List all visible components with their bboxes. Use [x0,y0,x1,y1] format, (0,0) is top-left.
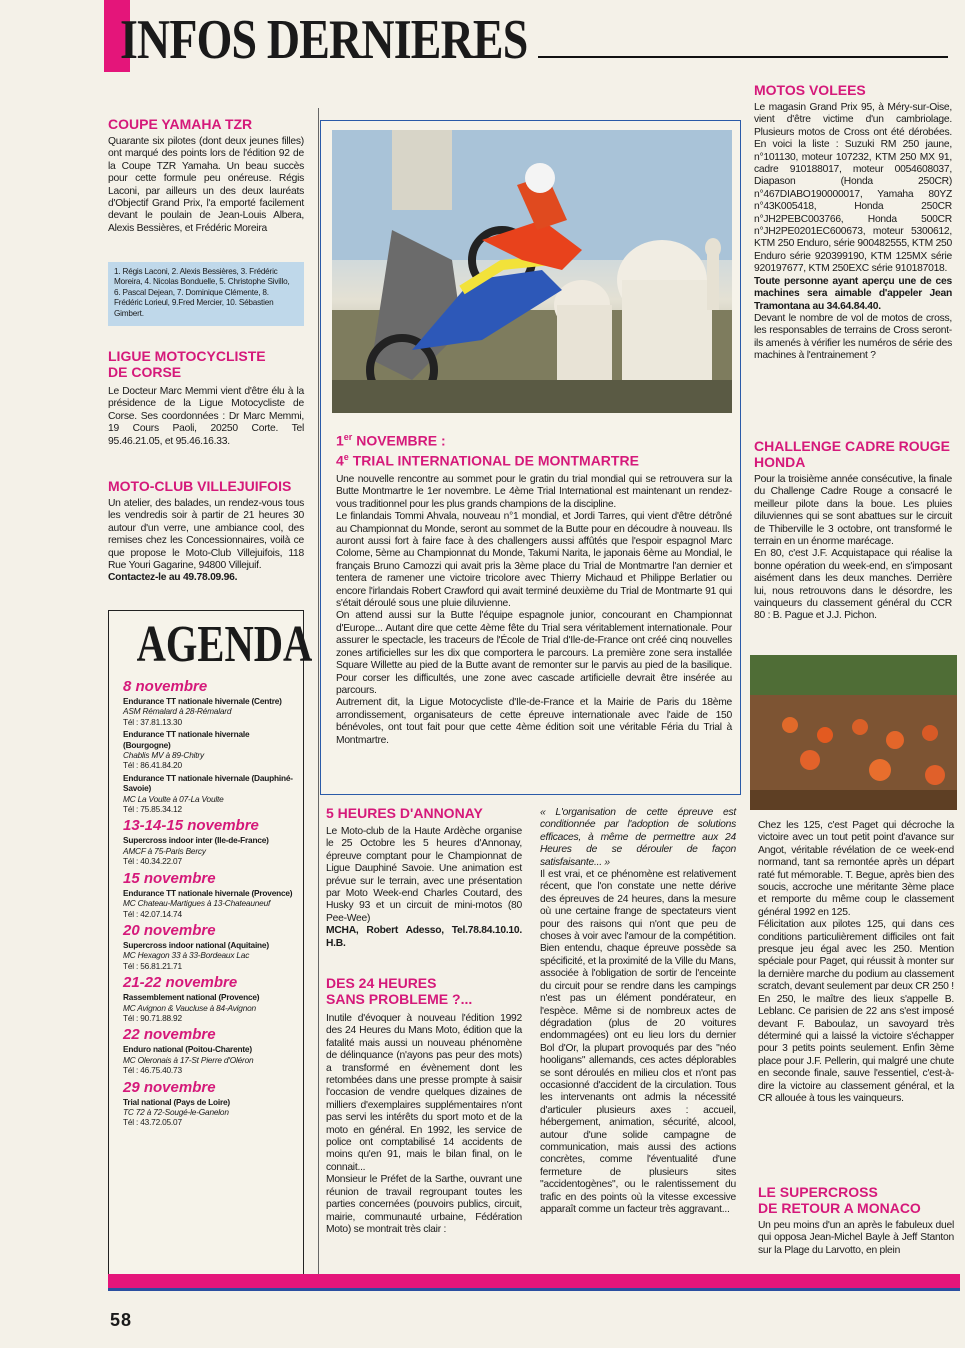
agenda-event [117,888,295,919]
mans-quote: « L'organisation de cette épreuve est conditionnée par l'adoption de solutions efficaces, à même de permettre aux 24 Heures de se dérouler de façon satisfaisante... » [540,807,736,868]
volees-appeal: Toute personne ayant aperçu une de ces machines sera aimable d'appeler Jean Tramontana au 34.64.84.40. [754,275,952,312]
title-rule [538,56,948,58]
agenda-event-tel: Tél : 56.81.21.71 [123,960,182,971]
feature-heading-text: TRIAL INTERNATIONAL DE MONTMARTRE [348,452,639,469]
challenge-continued [758,820,954,1105]
agenda-event [117,992,295,1023]
agenda-event [117,835,295,866]
motocross-photo-drawing [750,655,957,810]
agenda-event-name: Endurance TT nationale hivernale (Bourgogne) [123,729,250,750]
feature-date-sup: er [343,432,353,442]
monaco-article [758,1184,954,1257]
annonay-body: Le Moto-club de la Haute Ardèche organise le 25 Octobre les 5 heures d'Annonay, épreuve comptant pour le Championnat de Ligue Dauphiné Savoie. Une animation est prévue sur le terrain, avec une présentation par Moto Week-end Charles Coutard, des Husky 93 et un circuit de mini-motos (80 Pee-Wee) [326,826,522,924]
mans-p3: Il est vrai, et ce phénomène est relativement récent, que l'on constate une nette dérive des épreuves de 24 heures, dans la mesure où une certaine frange de spectateurs vient pour des raisons qui n'ont que peu de choses à voir avec l'amour de la compétition. Bien entendu, chaque épreuve possède sa spécificité, et la proximité de la Ville du Mans, associée à l'obligation de sortir de l'enceinte du circuit pour se rendre dans les campings n'est pas un élément pondérateur, en l'espèce. Même si de nombreux actes de dégradation (plus de 20 voitures endommagées) ont eu lieu lors du dernier Bol d'Or, la plupart provoqués par des "néo hooligans" allemands, ces actes déplorables se sont déroulés en milieu clos et n'ont pas occasionné d'accident de la circulation. Tous les intervenants ont admis la nécessité d'articuler plusieurs axes : accueil, hébergement, animation, sécurité, alcool, autour d'une solide campagne de communication, mais aussi des actions concrètes, comme l'éventualité d'une fermeture de plusieurs sites "accidentogènes", ou le ralentissement du trafic en des points où la vitesse excessive apparaît comme un facteur très aggravant... [540,869,736,1215]
agenda-event-tel: Tél : 86.41.84.20 [123,760,182,771]
agenda-event-name: Endurance TT nationale hivernale (Centre) [123,696,282,706]
agenda-event [117,1044,295,1075]
agenda-date: 29 novembre [123,1078,216,1096]
challenge-p3: Chez les 125, c'est Paget qui décroche la victoire avec un tout petit point d'avance sur Angot, véritable révélation de ce week-end normand, tant sa remontée après un départ raté fut mémorable. T. Begue, après bien des soucis, accroche une méritante 3ème place et remporte du même coup le classement général 1992 en 125. [758,820,954,918]
challenge-p1: Pour la troisième année consécutive, la finale du Challenge Cadre Rouge a consacré le meilleur pilote dans la boue. Les pluies diluviennes qui se sont abattues sur le circuit de Thiberville le 3 octobre, ont transformé le terrain en un énorme marécage. [754,474,952,548]
volees-body2: Devant le nombre de vol de motos de cross, les responsables de terrains de Cross seront-ils amenés à vérifier les numéros de série des machines à l'entrainement ? [754,312,952,362]
mans-p1: Inutile d'évoquer à nouveau l'édition 1992 des 24 Heures du Mans Moto, édition que la fatalité mais aussi un nouveau phénomène de délinquance (n'ayons pas peur des mots) a transformé en évènement dont les retombées dans une presse prompte à saisir l'occasion de vendre quelques dizaines de milliers d'exemplaires supplémentaires n'ont pas servi les intérêts du sport moto et de la moto en général. En 1992, les service de police ont comptabilisé 14 accidents de moins qu'en 91, mais le bilan final, on le connait... [326,1013,522,1173]
yamaha-article [108,116,304,235]
challenge-heading: CHALLENGE CADRE ROUGE HONDA [754,438,951,470]
footer-band [108,1274,960,1288]
agenda-event-tel: Tél : 37.81.13.30 [123,716,182,727]
page-number: 58 [110,1310,133,1330]
yamaha-body: Quarante six pilotes (dont deux jeunes filles) ont marqué des points lors de l'édition 92 de la Coupe TZR Yamaha. Un beau succès pour cette formule peu onéreuse. Régis Laconi, par ailleurs un des deux lauréats d'Objectif Grand Prix, l'a emporté facilement devant le poulain de Jean-Louis Albera, Alexis Bessières, et Frédéric Moreira [108,136,304,234]
villejuif-heading: MOTO-CLUB VILLEJUIFOIS [108,478,292,494]
agenda-event-place: TC 72 à 72-Sougé-le-Ganelon [123,1106,229,1117]
agenda-event-name: Endurance TT nationale hivernale (Dauphiné-Savoie) [123,772,293,794]
challenge-p4: Félicitation aux pilotes 125, qui dans ces conditions particulièrement difficiles ont fait presque jeu égal avec les 250. Mention spéciale pour Paget, qui réussit à monter sur la dernière marche du podium au classement scratch, devant seulement par deux CR 250 ! [758,919,954,993]
volees-article [754,82,952,363]
agenda-event-tel: Tél : 90.71.88.92 [123,1012,182,1023]
column-divider [318,108,319,1278]
agenda-event-place: ASM Rémalard à 28-Rémalard [123,706,232,717]
feature-p3: On attend aussi sur la Butte l'équipe espagnole junior, concourant en Championnat d'Europe... Autant dire que cette 4ème fête du Trial sera véritablement internationale. Pour assurer le spectacle, les traceurs de l'École de Trial d'Ile-de-France ont créé cinq nouvelles zones artificielles sur les dix que comportera le parcours. La première zone sera installée Square Willette au pied de la Butte avant de remonter sur le parvis au pied de la basilique. Pour corser les difficultés, une zone avec cascade artificielle devrait être insérée au parcours. [336,610,732,696]
villejuif-article [108,478,304,585]
annonay-heading: 5 HEURES D'ANNONAY [326,805,483,821]
feature-date [336,432,446,449]
footer-rule [108,1288,960,1291]
agenda-event-name: Enduro national (Poitou-Charente) [123,1044,252,1055]
agenda-date: 15 novembre [123,869,216,887]
agenda-event-tel: Tél : 43.72.05.07 [123,1117,182,1128]
agenda-event-tel: Tél : 75.85.34.12 [123,804,182,815]
mans-article [326,975,522,1236]
corse-heading: LIGUE MOTOCYCLISTE DE CORSE [108,348,266,380]
feature-p2: Le finlandais Tommi Ahvala, nouveau n°1 mondial, et Jordi Tarres, qui vient d'être détrôné au Championnat du Monde, seront au sommet de la Butte pour en découdre à nouveau. Ils auront aussi fort à faire face à des challengers aussi affûtés que l'espoir espagnol Marc Colome, 5ème au Championnat du Monde, Takumi Narita, le japonais 6ème au Mondial, le français Bruno Camozzi qui avait pris la 3ème place du Trial de Montmartre l'an dernier et tentera de ramener une victoire tricolore avec Thierry Michaud et Philippe Berlatier ou encore l'irlandais Robert Crawford qui avait terminé deuxième du Trial de Montmarte 91 qui s'était déroulé sous une pluie diluvienne. [336,511,732,610]
agenda-event-name: Trial national (Pays de Loire) [123,1096,230,1107]
feature-date-num: 1 [336,432,344,449]
annonay-article [326,805,522,950]
agenda-event-tel: Tél : 42.07.14.74 [123,908,182,919]
villejuif-body: Un atelier, des balades, un rendez-vous tous les vendredis soir à partir de 21 heures 30 autour d'un verre, une ambiance cool, des remises chez les Concessionnaires, voilà ce que propose le Moto-Club Villejuifois, 118 Rue Youri Gagarine, 94800 Villejuif. [108,498,304,572]
feature-heading [336,452,639,469]
agenda-event-place: MC La Voulte à 07-La Voulte [123,793,224,804]
agenda-date: 21-22 novembre [123,974,238,992]
agenda-event [117,696,295,727]
monaco-heading: LE SUPERCROSS DE RETOUR A MONACO [758,1184,921,1216]
page-title: INFOS DERNIERES [120,9,528,71]
agenda-event-tel: Tél : 40.34.22.07 [123,856,182,867]
volees-body: Le magasin Grand Prix 95, à Méry-sur-Oise, vient d'être victime d'un cambriolage. Plusieurs motos de Cross ont été dérobées. En voici la liste : Suzuki RM 250 jaune, n°101130, moteur 107232, KTM 250 MX 91, cadre 910188017, moteur 0054608037, Diapason (Honda 250CR) n°467DIABO190000017, Yamaha 80YZ n°43K005418, Honda 250CR n°JH2PEBC003766, Honda 500CR n°JH2PE0201EC600673, moteur 5300612, KTM 250 Enduro, série 900482555, KTM 250 Enduro série 920399190, KTM 125MX série 920197677, KTM 250EXC série 910187018. [754,102,952,275]
corse-body: Le Docteur Marc Memmi vient d'être élu à la présidence de la Ligue Motocycliste de Corse. Ses coordonnées : Dr Marc Memmi, 19 Cours Paoli, 20250 Corte. Tel 95.46.21.05, et 95.46.16.33. [108,386,304,447]
agenda-list [117,677,295,1128]
agenda-event-place: MC Oleronais à 17-St Pierre d'Oléron [123,1054,254,1065]
mans-p2: Monsieur le Préfet de la Sarthe, ouvrant une réunion de travail regroupant toutes les parties concernées (pouvoirs publics, circuit, mairie, communauté urbaine, Fédération Moto) se montrait très clair : [326,1174,522,1235]
feature-date-text: NOVEMBRE : [352,432,446,449]
agenda-date: 13-14-15 novembre [123,817,259,835]
trial-photo [332,130,732,413]
agenda-event-place: AMCF à 75-Paris Bercy [123,845,206,856]
agenda-event [117,940,295,971]
yamaha-results: 1. Régis Laconi, 2. Alexis Bessières, 3. Frédéric Moreira, 4. Nicolas Bonduelle, 5. Christophe Sivillo, 6. Pascal Dejean, 7. Dominique Clémente, 8. Frédéric Lorieul, 9.Fred Mercier, 10. Sébastien Gimbert. [108,262,304,326]
agenda-event-place: MC Chateau-Martigues à 13-Chateauneuf [123,898,271,909]
yamaha-heading: COUPE YAMAHA TZR [108,116,253,132]
agenda-date: 20 novembre [123,921,216,939]
agenda-box [108,610,313,1276]
trial-photo-drawing [332,130,732,413]
agenda-event-tel: Tél : 46.75.40.73 [123,1065,182,1076]
feature-heading-sup: e [343,452,349,462]
agenda-event [117,773,295,815]
feature-body [336,474,732,747]
agenda-date: 22 novembre [123,1026,216,1044]
feature-p1: Une nouvelle rencontre au sommet pour le gratin du trial mondial qui se retrouvera sur la Butte Montmartre le 1er novembre. Le 4ème Trial International est maintenant un rendez-vous traditionnel pour les plus grands champions de la discipline. [336,474,732,510]
mans-heading: DES 24 HEURES SANS PROBLEME ?... [326,975,473,1007]
agenda-event-place: Chablis MV à 89-Chitry [123,750,204,761]
villejuif-contact: Contactez-le au 49.78.09.96. [108,572,238,584]
agenda-event [117,729,295,771]
agenda-event-place: MC Avignon & Vaucluse à 84-Avignon [123,1002,256,1013]
motocross-photo [750,655,957,810]
agenda-event-name: Rassemblement national (Provence) [123,992,260,1003]
annonay-contact: MCHA, Robert Adesso, Tel.78.84.10.10. H.B. [326,925,522,949]
feature-p4: Autrement dit, la Ligue Motocycliste d'Ile-de-France et la Mairie de Paris du 18ème arrondissement, organisateurs de cette épreuve internationale avec l'aide de 150 bénévoles, ont tout fait pour que cette 4ème édition soit une véritable Féria du Trial à Montmartre. [336,697,732,746]
agenda-title: AGENDA [136,616,313,673]
corse-article [108,348,304,448]
agenda-event-name: Supercross indoor inter (Ile-de-France) [123,835,269,846]
agenda-date: 8 novembre [123,678,208,695]
volees-heading: MOTOS VOLEES [754,82,866,98]
agenda-event-name: Supercross indoor national (Aquitaine) [123,939,269,950]
feature-heading-num: 4 [336,452,344,469]
challenge-p2: En 80, c'est J.F. Acquistapace qui réalise la bonne opération du week-end, en s'imposant aisément dans les deux manches. Derrière lui, nous retrouvons dans le désordre, les vainqueurs du classement général du CCR 80 : B. Pague et J.J. Pichon. [754,548,952,622]
mans-continued [540,807,736,1216]
challenge-p5: En 250, le maître des lieux s'appelle B. Leblanc. Ce parisien de 22 ans s'est imposé devant F. Baboulaz, un savoyard très déterminé qui a laissé la victoire s'échapper pour 3 petits points seulement. Enfin 3ème place pour J.F. Pellerin, qui malgré une chute en seconde finale, sauve l'essentiel, c'est-à-dire la victoire au classement général, et la CR allouée à tous les vainqueurs. [758,993,954,1104]
agenda-event-place: MC Hexagon 33 à 33-Bordeaux Lac [123,950,250,961]
monaco-body: Un peu moins d'un an après le fabuleux duel qui opposa Jean-Michel Bayle à Jeff Stanton sur la Plage du Larvotto, en plein [758,1220,954,1256]
agenda-event-name: Endurance TT nationale hivernale (Provence) [123,887,293,898]
challenge-article [754,438,952,623]
agenda-event [117,1097,295,1128]
